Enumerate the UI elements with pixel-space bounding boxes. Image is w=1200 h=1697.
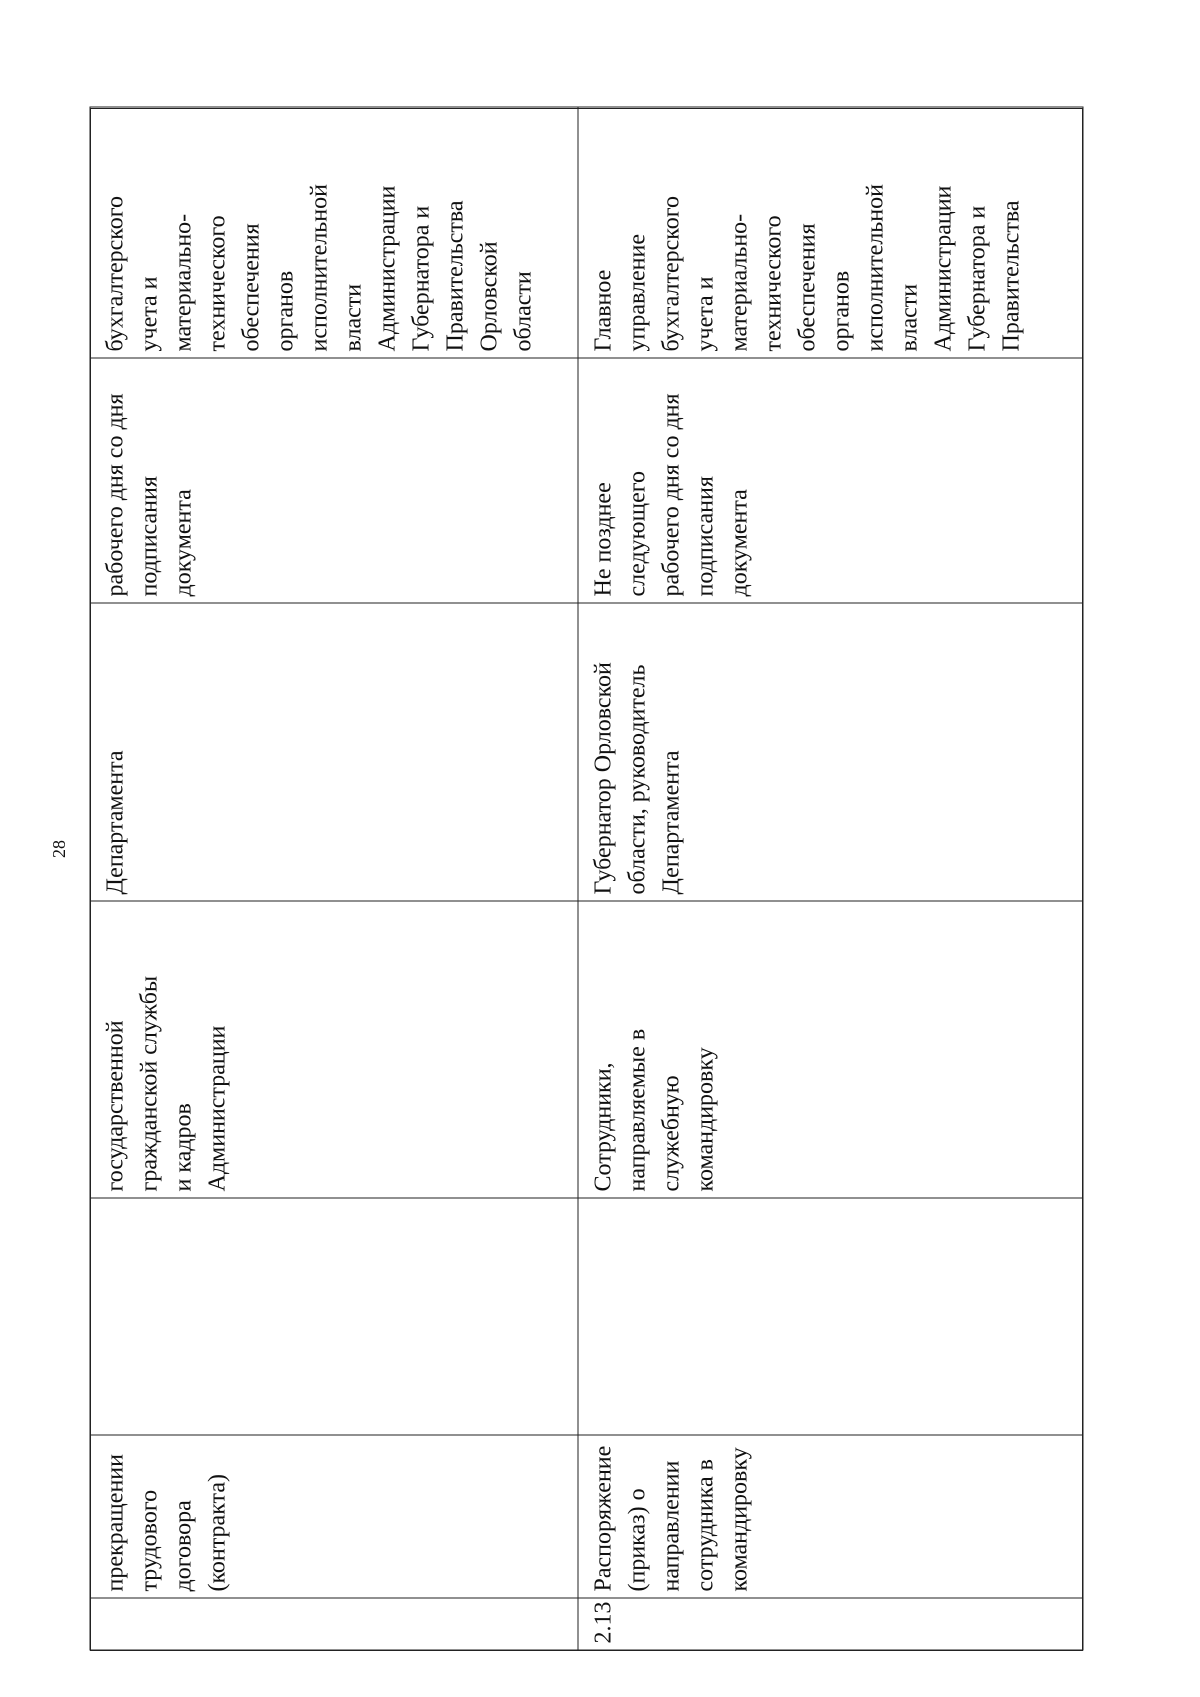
document-table-frame xyxy=(90,108,1083,1651)
cell-responsible: бухгалтерского учета и материально- технического обеспечения органов исполнительной власти Администрации Губернатора и Правительства Орловской области xyxy=(90,107,578,358)
cell-document: прекращении трудового договора (контракта) xyxy=(90,1435,578,1598)
cell-number xyxy=(90,1598,578,1650)
table-row xyxy=(90,107,578,1650)
cell-signatory: Губернатор Орловской области, руководитель Департамента xyxy=(578,603,1083,901)
cell-deadline: рабочего дня со дня подписания документа xyxy=(90,358,578,603)
cell-recipients: государственной гражданской службы и кадров Администрации xyxy=(90,901,578,1198)
cell-document: Распоряжение (приказ) о направлении сотрудника в командировку xyxy=(578,1435,1083,1598)
cell-number: 2.13 xyxy=(578,1598,1083,1650)
routing-table xyxy=(90,107,1084,1651)
cell-signatory: Департамента xyxy=(90,603,578,901)
cell-responsible: Главное управление бухгалтерского учета и материально- технического обеспечения органов исполнительной власти Администрации Губернатора и Правительства xyxy=(578,107,1083,358)
cell-deadline: Не позднее следующего рабочего дня со дня подписания документа xyxy=(578,358,1083,603)
cell-recipients: Сотрудники, направляемые в служебную командировку xyxy=(578,901,1083,1198)
cell-empty xyxy=(90,1198,578,1435)
table-row xyxy=(578,107,1083,1650)
cell-empty xyxy=(578,1198,1083,1435)
page-number: 28 xyxy=(49,840,69,858)
